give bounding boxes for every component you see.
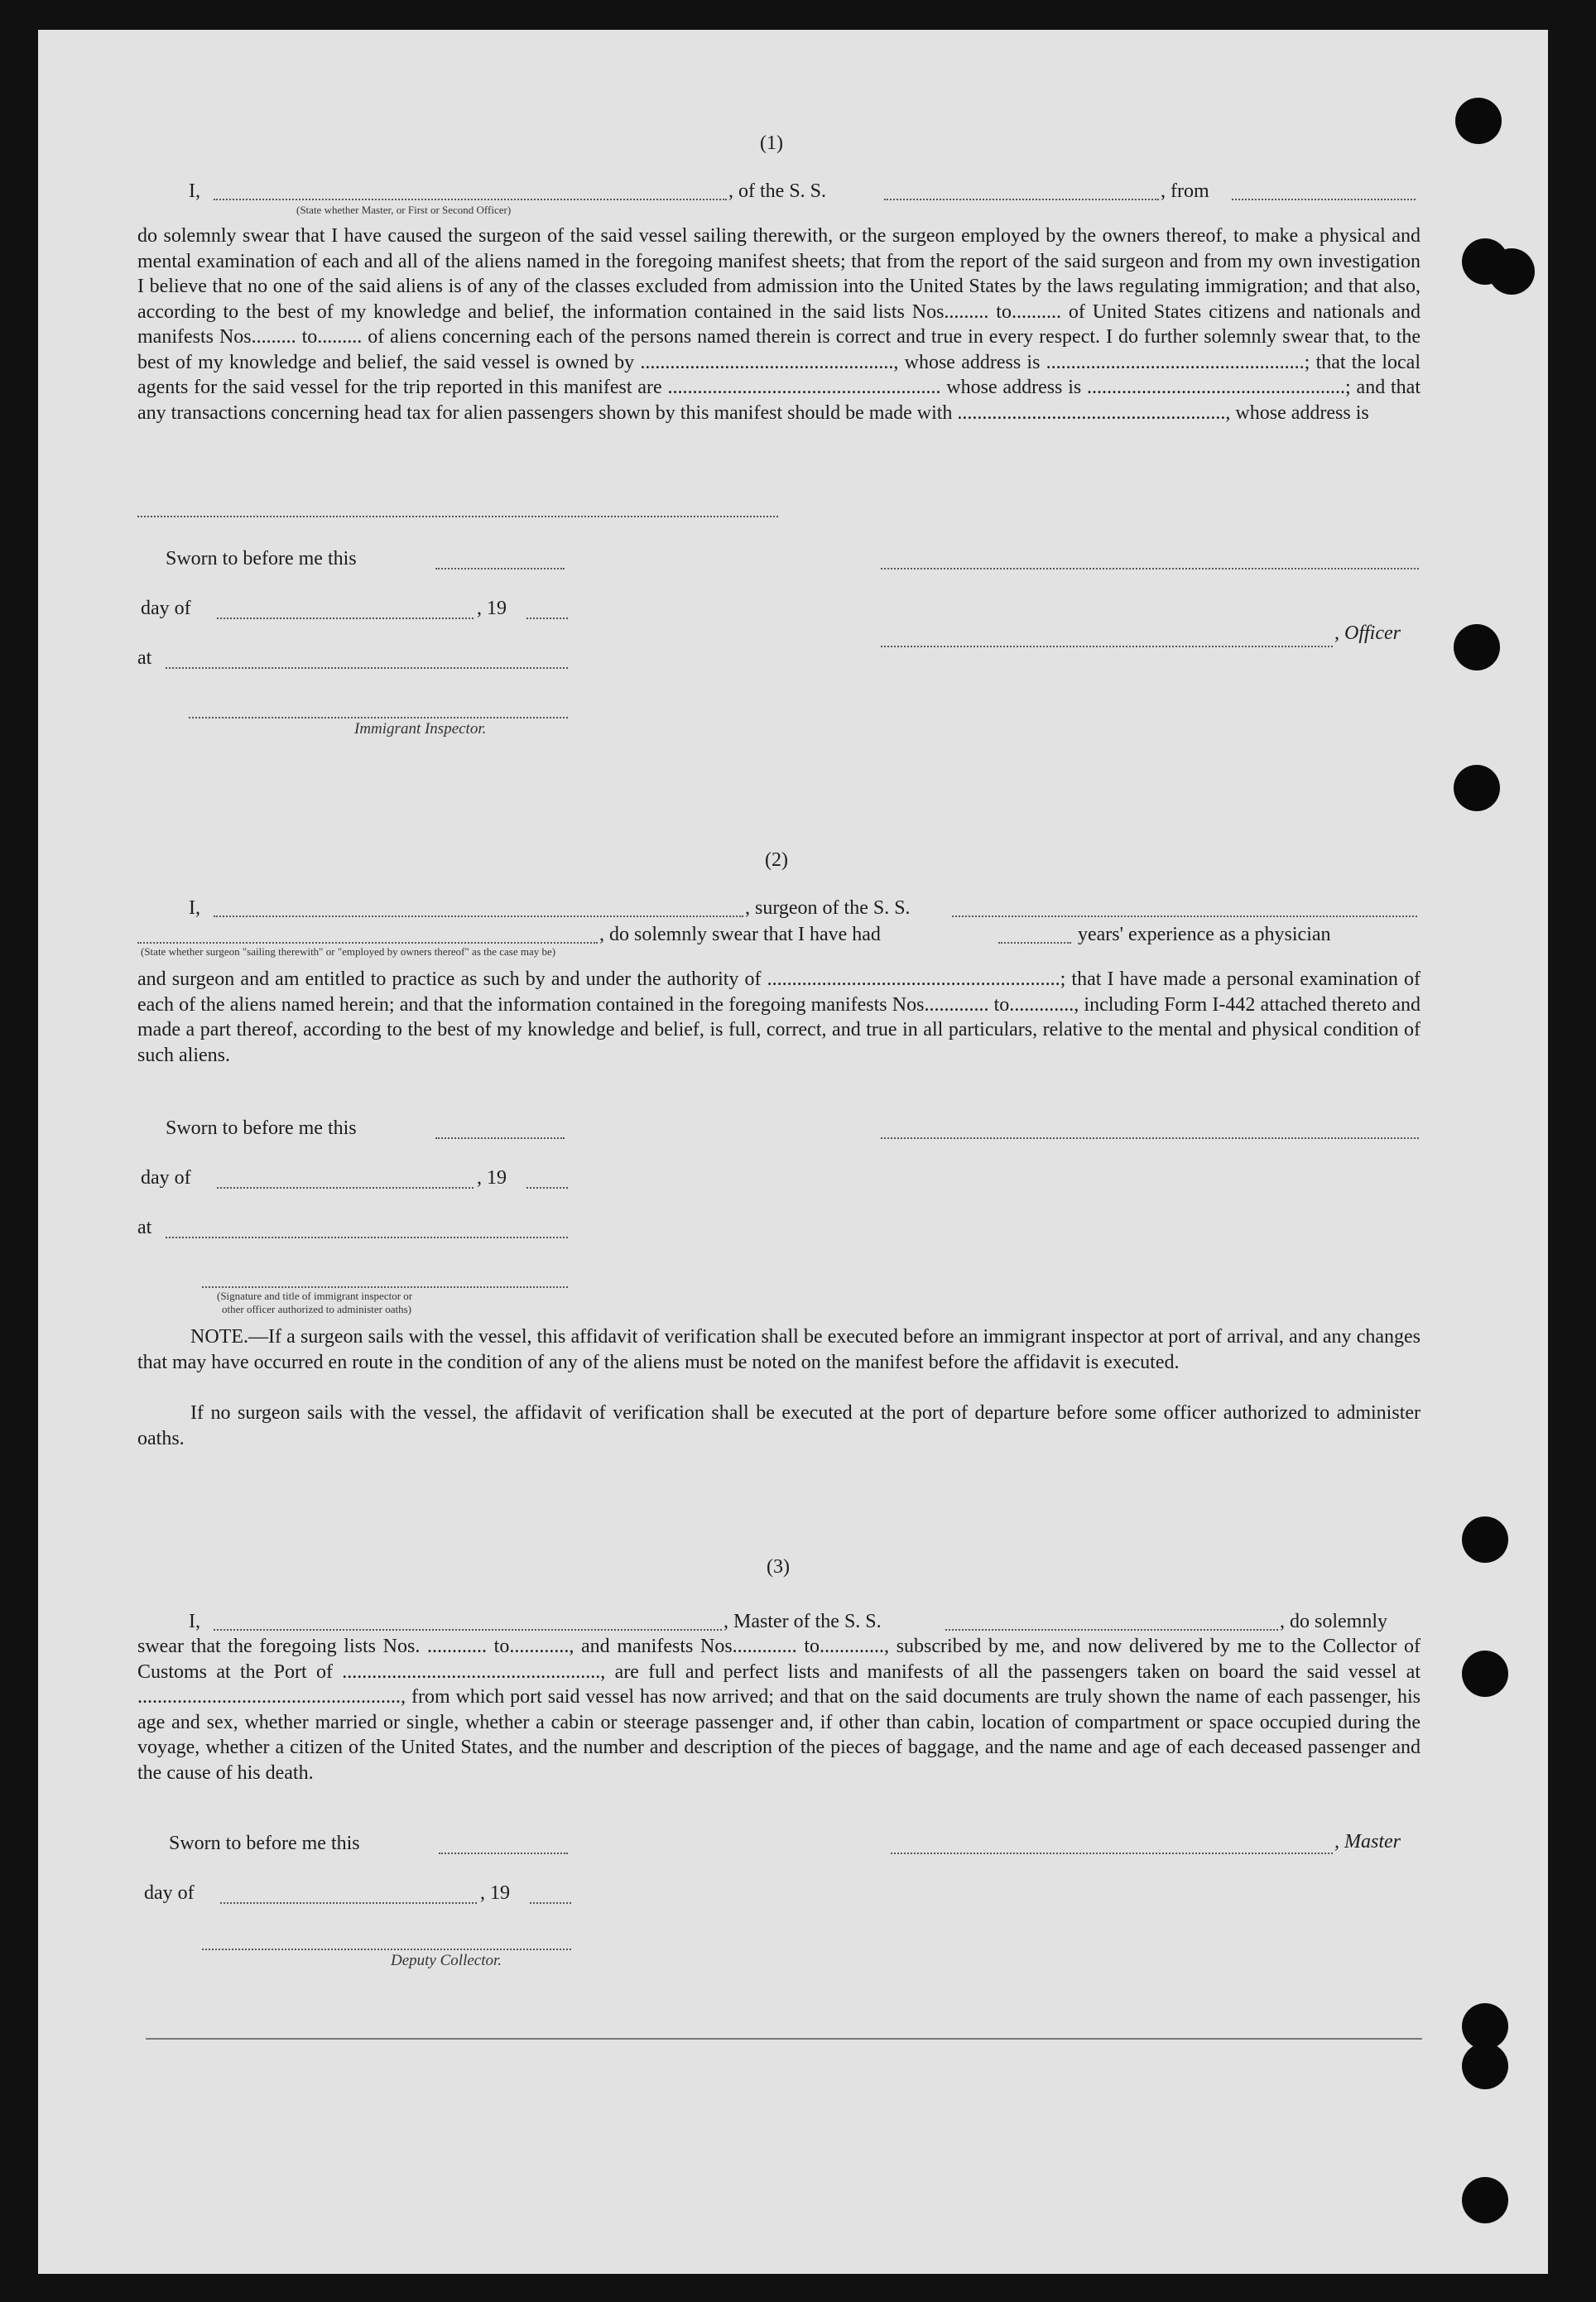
section-3-i: I, [189, 1611, 200, 1632]
officer-name-field [214, 199, 727, 200]
immigrant-inspector-label: Immigrant Inspector. [354, 720, 487, 738]
officer-signature-line-2 [881, 646, 1333, 647]
section-3-master-ss: , Master of the S. S. [723, 1611, 882, 1632]
section-2-note-paragraph-2: If no surgeon sails with the vessel, the affidavit of verification shall be executed at the port of departure before some officer authorized to administer oaths. [137, 1402, 1421, 1449]
years-experience-field [998, 942, 1071, 944]
scan-border-top [0, 0, 1596, 30]
from-port-field [1232, 199, 1416, 200]
punch-hole-icon [1462, 1651, 1508, 1697]
punch-hole-icon [1454, 624, 1500, 670]
section-2-sworn: Sworn to before me this [166, 1117, 357, 1139]
section-1-day-of: day of [141, 598, 191, 619]
surgeon-signature-line [881, 1137, 1419, 1139]
section-1-oath-paragraph: do solemnly swear that I have caused the surgeon of the said vessel sailing therewith, or the surgeon employed by the owners thereof, to make a physical and mental examination of each and all of the aliens named in the foregoing manifest sheets; that from the report of the said surgeon and from my own investigation I believe that no one of the said aliens is of any of the classes excluded from admission into the United States by the laws regulating immigration; and that also, according to the best of my knowledge and belief, the information contained in the said lists Nos......... to.......... of United States citizens and nationals and manifests Nos......... to......... of aliens concerning each of the persons named therein is correct and true in every respect. I do further solemnly swear that, to the best of my knowledge and belief, the said vessel is owned by ..................................................., whose address is ....................................................; that the local agents for the said vessel for the trip reported in this manifest are ....................................................... whose address is ....................................................; and that any transactions concerning head tax for alien passengers shown by this manifest should be made with ......................................................, whose address is [137, 225, 1421, 424]
section-2-solemnly: , do solemnly swear that I have had [599, 924, 881, 945]
section-2-signature-note-2: other officer authorized to administer oaths) [222, 1303, 411, 1315]
punch-hole-icon [1462, 2043, 1508, 2089]
surgeon-name-field [214, 916, 743, 917]
surgeon-type-field [137, 942, 598, 944]
section-2-inspector-line [202, 1286, 568, 1288]
section-2-i: I, [189, 897, 200, 919]
section-3-number: (3) [767, 1556, 790, 1578]
punch-hole-icon [1454, 765, 1500, 811]
collector-signature-line [202, 1949, 571, 1950]
section-1-from: , from [1161, 180, 1209, 202]
master-name-field [214, 1629, 722, 1631]
section-3-oath-paragraph: swear that the foregoing lists Nos. ............ to............, and manifests Nos............. to............., subscribed by me, and now delivered by me to the Collector of Customs at the Port of ...................................................., are full and perfect lists and manifests of all the passengers taken on board the said vessel at ....................................................., from which port said vessel has now arrived; and that on the said documents are truly shown the name of each passenger, his age and sex, whether married or single, whether a cabin or steerage passenger and, if other than cabin, location of compartment or space occupied during the voyage, whether a citizen of the United States, and the number and description of the pieces of baggage, and the name and age of each deceased passenger and the cause of his death. [137, 1636, 1421, 1784]
master-signature-line [891, 1853, 1333, 1854]
scan-border-left [0, 0, 38, 2302]
section-2-at: at [137, 1217, 152, 1238]
section-2-note-paragraph-1: NOTE.—If a surgeon sails with the vessel, this affidavit of verification shall be executed before an immigrant inspector at port of arrival, and any changes that may have occurred en route in the condition of any of the aliens must be noted on the manifest before the affidavit is executed. [137, 1326, 1421, 1373]
section-1-place-field [166, 667, 568, 669]
scan-border-right [1548, 0, 1596, 2302]
deputy-collector-label: Deputy Collector. [391, 1952, 502, 1969]
section-1-sworn-date-field [435, 568, 565, 569]
vessel-name-field [884, 199, 1159, 200]
section-2-place-field [166, 1237, 568, 1238]
officer-label: , Officer [1334, 622, 1401, 644]
section-2-day-of: day of [141, 1167, 191, 1189]
paper-corner-tab [1515, 30, 1548, 88]
inspector-signature-line [189, 717, 568, 718]
head-tax-address-field [137, 516, 778, 517]
punch-hole-icon [1488, 248, 1535, 295]
officer-signature-line-1 [881, 568, 1419, 569]
section-1-year-field [526, 618, 568, 619]
section-2-month-field [217, 1187, 474, 1189]
section-1-at: at [137, 647, 152, 669]
section-2-years: years' experience as a physician [1078, 924, 1331, 945]
section-1-month-field [217, 618, 474, 619]
section-2-sworn-date-field [435, 1137, 565, 1139]
section-2-number: (2) [765, 849, 788, 871]
section-3-month-field [220, 1902, 477, 1904]
section-1-i: I, [189, 180, 200, 202]
section-2-year-field [526, 1187, 568, 1189]
section-3-year-field [530, 1902, 571, 1904]
section-2-year: , 19 [477, 1167, 507, 1189]
section-1-of-ss: , of the S. S. [728, 180, 827, 202]
section-3-do-solemnly: , do solemnly [1280, 1611, 1387, 1632]
section-1-officer-note: (State whether Master, or First or Second Officer) [296, 204, 512, 216]
section-1-number: (1) [760, 132, 783, 154]
bottom-rule [146, 2038, 1422, 2040]
section-2-signature-note-1: (Signature and title of immigrant inspector or [217, 1290, 413, 1302]
section-3-year: , 19 [480, 1882, 510, 1904]
master-label: , Master [1334, 1831, 1401, 1853]
section-2-surgeon-note: (State whether surgeon "sailing therewith" or "employed by owners thereof" as the case may be) [141, 945, 556, 958]
scan-border-bottom [0, 2274, 1596, 2302]
section-1-sworn: Sworn to before me this [166, 548, 357, 569]
section-2-surgeon-ss: , surgeon of the S. S. [745, 897, 911, 919]
section-3-day-of: day of [144, 1882, 195, 1904]
section-3-sworn-date-field [439, 1853, 568, 1854]
section-3-sworn: Sworn to before me this [169, 1833, 360, 1854]
punch-hole-icon [1455, 98, 1502, 144]
section-1-year: , 19 [477, 598, 507, 619]
section-2-vessel-field [952, 916, 1417, 917]
punch-hole-icon [1462, 1516, 1508, 1563]
section-3-vessel-field [945, 1629, 1278, 1631]
punch-hole-icon [1462, 2177, 1508, 2223]
section-2-oath-paragraph: and surgeon and am entitled to practice as such by and under the authority of ...........................................................; that I have made a personal examination of each of the aliens named herein; and that the information contained in the foregoing manifests Nos............. to............., including Form I-442 attached thereto and made a part thereof, according to the best of my knowledge and belief, is full, correct, and true in all particulars, relative to the mental and physical condition of such aliens. [137, 968, 1421, 1066]
